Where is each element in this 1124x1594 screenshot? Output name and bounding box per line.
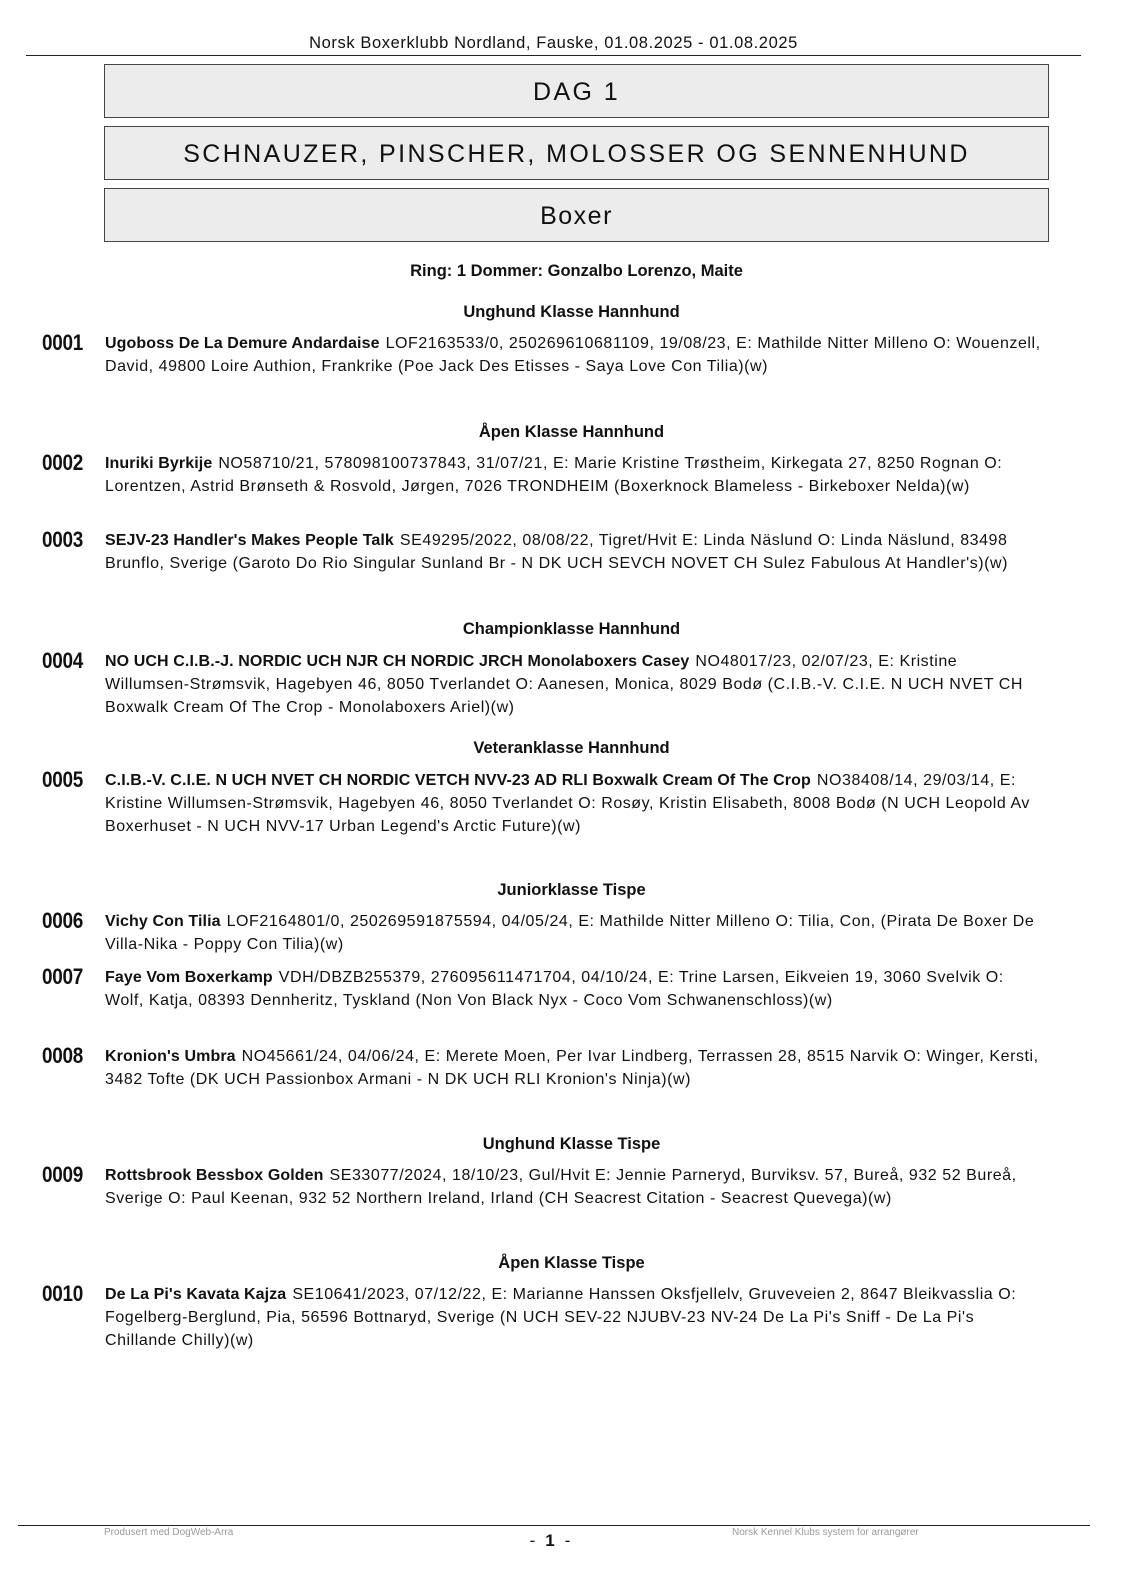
dog-name: Vichy Con Tilia: [105, 913, 221, 930]
class-heading: Åpen Klasse Hannhund: [478, 423, 665, 441]
class-heading: Juniorklasse Tispe: [497, 881, 646, 899]
entry-details: NO58710/21, 578098100737843, 31/07/21, E: Marie Kristine Trøstheim, Kirkegata 27, 8250 Rognan O: Lorentzen, Astrid Brønseth & Rosvold, Jørgen, 7026 TRONDHEIM (Boxerknock Blameless - Birkeboxer Nelda)(w): [105, 455, 1003, 495]
entry-text: [105, 651, 1045, 719]
page-suffix: -: [564, 1531, 571, 1550]
group-banner: SCHNAUZER, PINSCHER, MOLOSSER OG SENNENHUND: [104, 126, 1049, 180]
entry-number: 0005: [42, 767, 84, 792]
dog-name: Faye Vom Boxerkamp: [105, 969, 273, 986]
entry-details: LOF2163533/0, 250269610681109, 19/08/23, E: Mathilde Nitter Milleno O: Wouenzell, David, 49800 Loire Authion, Frankrike (Poe Jack Des Etisses - Saya Love Con Tilia)(w): [105, 335, 1041, 375]
dog-name: SEJV-23 Handler's Makes People Talk: [105, 532, 394, 549]
breed-banner: Boxer: [104, 188, 1049, 242]
page-number: [520, 1531, 580, 1551]
entry-details: NO48017/23, 02/07/23, E: Kristine Willumsen-Strømsvik, Hagebyen 46, 8050 Tverlandet O: Aanesen, Monica, 8029 Bodø (C.I.B.-V. C.I.E. N UCH NVET CH Boxwalk Cream Of The Crop - Monolaboxers Ariel)(w): [105, 653, 1023, 716]
entry-text: [105, 911, 1045, 957]
dog-name: Rottsbrook Bessbox Golden: [105, 1167, 324, 1184]
class-heading: Åpen Klasse Tispe: [498, 1254, 645, 1272]
entry-text: [105, 1165, 1045, 1211]
entry-number: 0010: [42, 1281, 84, 1306]
class-heading: Championklasse Hannhund: [462, 620, 681, 638]
entry-details: SE10641/2023, 07/12/22, E: Marianne Hanssen Oksfjellelv, Gruveveien 2, 8647 Bleikvasslia O: Fogelberg-Berglund, Pia, 56596 Bottnaryd, Sverige (N UCH SEV-22 NJUBV-23 NV-24 De La Pi's Sniff - De La Pi's Chillande Chilly)(w): [105, 1286, 1017, 1349]
entry-details: SE33077/2024, 18/10/23, Gul/Hvit E: Jennie Parneryd, Burviksv. 57, Bureå, 932 52 Bureå, Sverige O: Paul Keenan, 932 52 Northern Ireland, Irland (CH Seacrest Citation - Seacrest Quevega)(w): [105, 1167, 1017, 1207]
entry-text: [105, 967, 1045, 1013]
dog-name: Ugoboss De La Demure Andardaise: [105, 335, 380, 352]
entry-number: 0007: [42, 964, 84, 989]
class-heading: Unghund Klasse Hannhund: [463, 303, 680, 321]
class-heading: Veteranklasse Hannhund: [473, 739, 670, 757]
entry-number: 0003: [42, 527, 84, 552]
footer-system: Norsk Kennel Klubs system for arrangører: [732, 1527, 919, 1538]
entry-text: [105, 333, 1045, 379]
entry-text: [105, 770, 1045, 838]
page-prefix: -: [529, 1531, 536, 1550]
entry-number: 0008: [42, 1043, 84, 1068]
class-heading: Unghund Klasse Tispe: [482, 1135, 661, 1153]
dog-name: De La Pi's Kavata Kajza: [105, 1286, 287, 1303]
footer-divider: [18, 1525, 1090, 1526]
entry-details: VDH/DBZB255379, 276095611471704, 04/10/24, E: Trine Larsen, Eikveien 19, 3060 Svelvik O: Wolf, Katja, 08393 Dennheritz, Tyskland (Non Von Black Nyx - Coco Vom Schwanenschloss)(w): [105, 969, 1004, 1009]
entry-details: SE49295/2022, 08/08/22, Tigret/Hvit E: Linda Näslund O: Linda Näslund, 83498 Brunflo, Sverige (Garoto Do Rio Singular Sunland Br - N DK UCH SEVCH NOVET CH Sulez Fabulous At Handler's)(w): [105, 532, 1009, 572]
entry-details: NO45661/24, 04/06/24, E: Merete Moen, Per Ivar Lindberg, Terrassen 28, 8515 Narvik O: Winger, Kersti, 3482 Tofte (DK UCH Passionbox Armani - N DK UCH RLI Kronion's Ninja)(w): [105, 1048, 1039, 1088]
entry-number: 0004: [42, 648, 84, 673]
entry-number: 0001: [42, 330, 84, 355]
dog-name: Kronion's Umbra: [105, 1048, 236, 1065]
page-value: 1: [545, 1531, 555, 1550]
entry-number: 0009: [42, 1162, 84, 1187]
dog-name: NO UCH C.I.B.-J. NORDIC UCH NJR CH NORDIC JRCH Monolaboxers Casey: [105, 653, 690, 670]
footer-producer: Produsert med DogWeb-Arra: [104, 1527, 234, 1538]
entry-details: LOF2164801/0, 250269591875594, 04/05/24, E: Mathilde Nitter Milleno O: Tilia, Con, (Pirata De Boxer De Villa-Nika - Poppy Con Tilia)(w): [105, 913, 1035, 953]
dog-name: Inuriki Byrkije: [105, 455, 213, 472]
dog-name: C.I.B.-V. C.I.E. N UCH NVET CH NORDIC VETCH NVV-23 AD RLI Boxwalk Cream Of The Crop: [105, 772, 811, 789]
entry-number: 0002: [42, 450, 84, 475]
entry-details: NO38408/14, 29/03/14, E: Kristine Willumsen-Strømsvik, Hagebyen 46, 8050 Tverlandet O: Rosøy, Kristin Elisabeth, 8008 Bodø (N UCH Leopold Av Boxerhuset - N UCH NVV-17 Urban Legend's Arctic Future)(w): [105, 772, 1030, 835]
entry-text: [105, 530, 1045, 576]
day-banner: DAG 1: [104, 64, 1049, 118]
entry-text: [105, 1284, 1045, 1352]
ring-judge-info: Ring: 1 Dommer: Gonzalbo Lorenzo, Maite: [410, 262, 743, 280]
entry-text: [105, 453, 1045, 499]
document-header: Norsk Boxerklubb Nordland, Fauske, 01.08.2025 - 01.08.2025: [26, 34, 1081, 56]
entry-number: 0006: [42, 908, 84, 933]
entry-text: [105, 1046, 1045, 1092]
